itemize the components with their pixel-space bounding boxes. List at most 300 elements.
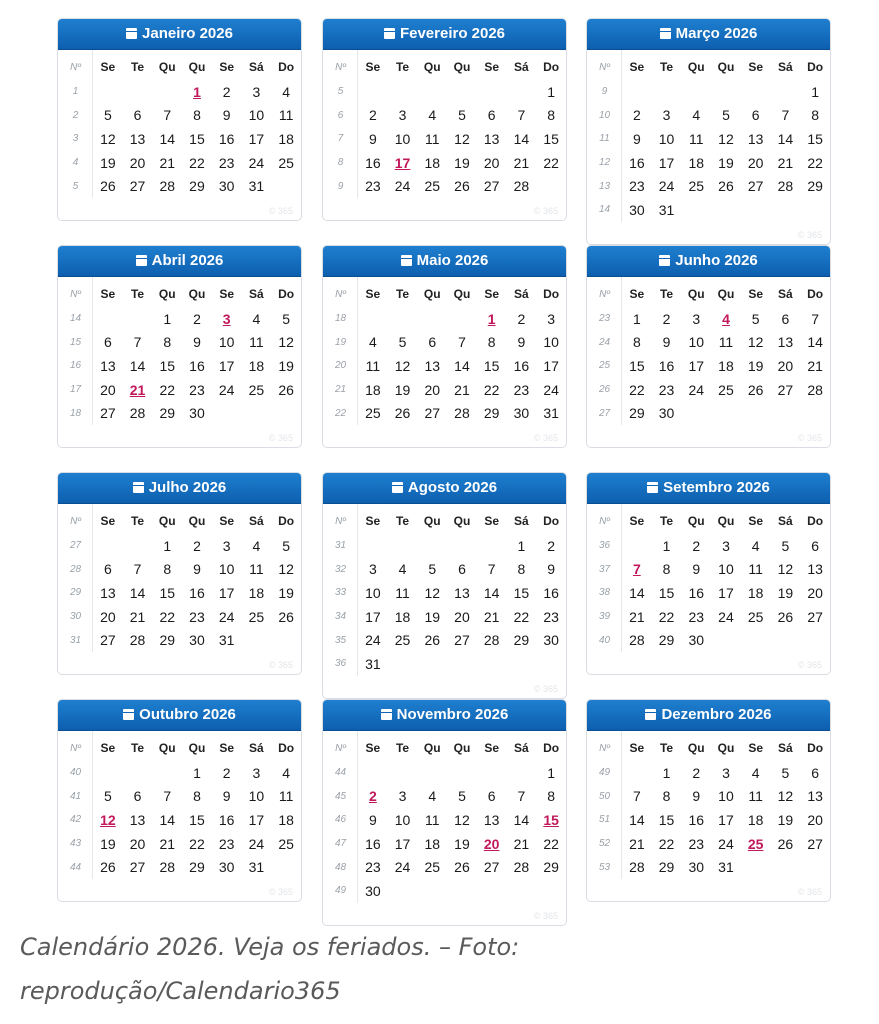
weekday-label: Do [807, 287, 824, 301]
week-number: 28 [69, 563, 82, 575]
month-card [586, 699, 831, 902]
day-cell: 30 [658, 405, 675, 422]
day-cell: 5 [458, 788, 466, 805]
day-cell: 3 [722, 764, 730, 781]
month-footer [323, 903, 566, 925]
week-number: 41 [69, 790, 82, 802]
empty-day-cell [800, 401, 830, 425]
month-title: Agosto 2026 [407, 479, 498, 496]
day-cell: 26 [718, 178, 734, 195]
week-row [587, 581, 830, 605]
day-cell: 10 [718, 561, 734, 578]
day-cell: 14 [129, 584, 146, 601]
month-table [323, 54, 566, 198]
calendar-grid [57, 18, 831, 921]
day-cell: 24 [248, 154, 265, 171]
day-cell: 19 [278, 357, 294, 374]
month-card [57, 18, 302, 221]
week-row [587, 354, 830, 378]
day-cell: 16 [658, 357, 675, 374]
day-cell: 29 [658, 859, 675, 876]
day-cell: 12 [747, 334, 764, 351]
holiday-day-cell: 3 [222, 310, 231, 327]
day-cell: 13 [483, 130, 500, 147]
month-card [586, 245, 831, 448]
day-cell: 21 [629, 835, 645, 852]
day-cell: 22 [629, 381, 645, 398]
day-cell: 2 [222, 83, 231, 100]
day-cell: 7 [811, 310, 819, 327]
weekday-label: Te [659, 741, 674, 755]
empty-day-cell [507, 80, 537, 104]
week-number: 10 [598, 109, 611, 121]
empty-day-cell [212, 401, 242, 425]
day-cell: 26 [278, 381, 294, 398]
day-cell: 14 [454, 357, 470, 374]
empty-day-cell [447, 879, 477, 903]
weekday-label: Se [484, 514, 499, 528]
week-number: 31 [69, 634, 82, 646]
day-cell: 30 [513, 405, 530, 422]
weekday-label: Se [100, 287, 116, 301]
month-header [58, 700, 301, 731]
empty-day-cell [800, 855, 830, 879]
holiday-day-cell: 15 [543, 811, 559, 828]
weekday-label: Te [130, 60, 145, 74]
day-cell: 11 [278, 107, 294, 124]
empty-day-cell [152, 80, 182, 104]
day-cell: 24 [394, 859, 411, 876]
empty-day-cell [93, 761, 123, 785]
empty-day-cell [93, 80, 123, 104]
empty-day-cell [358, 761, 388, 785]
weekday-label: Se [484, 60, 499, 74]
weekday-label: Se [219, 60, 234, 74]
day-cell: 27 [100, 405, 116, 422]
day-cell: 13 [129, 130, 146, 147]
week-row [58, 80, 301, 104]
day-cell: 10 [248, 788, 265, 805]
watermark: © 365 [533, 205, 558, 216]
calendar-icon [136, 255, 147, 266]
weekday-label: Te [130, 741, 145, 755]
week-row [323, 855, 566, 879]
day-cell: 15 [543, 130, 559, 147]
day-cell: 22 [543, 835, 559, 852]
day-cell: 23 [365, 859, 381, 876]
weekday-label: Qu [423, 741, 441, 755]
day-cell: 6 [811, 764, 819, 781]
day-cell: 16 [688, 584, 705, 601]
empty-day-cell [271, 401, 301, 425]
month-header [587, 473, 830, 504]
day-cell: 16 [365, 154, 381, 171]
day-cell: 26 [424, 632, 441, 649]
day-cell: 14 [513, 130, 530, 147]
day-cell: 13 [454, 584, 470, 601]
day-cell: 24 [218, 381, 235, 398]
weekday-label: Te [659, 287, 674, 301]
day-cell: 8 [163, 334, 172, 351]
week-row [58, 628, 301, 652]
day-cell: 12 [777, 561, 794, 578]
day-cell: 15 [513, 584, 530, 601]
month-header [323, 19, 566, 50]
weekday-label: Te [130, 514, 145, 528]
weekday-label: Qu [158, 514, 176, 528]
week-row [323, 104, 566, 128]
day-cell: 4 [282, 83, 290, 100]
empty-day-cell [741, 198, 771, 222]
weekday-label: Do [543, 741, 560, 755]
weekday-label: Te [395, 741, 410, 755]
weekday-label: Qu [158, 287, 176, 301]
week-number: 52 [598, 838, 611, 850]
weekday-label: Te [659, 514, 674, 528]
month-table [58, 281, 301, 425]
month-table [323, 735, 566, 903]
week-row [58, 401, 301, 425]
day-cell: 4 [692, 107, 701, 124]
day-cell: 7 [517, 107, 526, 124]
calendar-icon [133, 482, 144, 493]
weekday-label: Se [100, 60, 116, 74]
weekday-label: Te [130, 287, 145, 301]
week-row [323, 605, 566, 629]
day-cell: 3 [222, 537, 231, 554]
day-cell: 4 [751, 537, 760, 554]
holiday-day-cell: 7 [632, 561, 641, 578]
weekday-label: Qu [453, 514, 471, 528]
week-row [323, 534, 566, 558]
day-cell: 5 [458, 107, 466, 124]
day-cell: 6 [103, 561, 112, 578]
day-cell: 7 [517, 788, 526, 805]
day-cell: 31 [658, 201, 675, 218]
day-cell: 29 [658, 632, 675, 649]
month-card [586, 472, 831, 675]
calendar-icon [660, 28, 671, 39]
empty-day-cell [417, 761, 447, 785]
weekday-label: Do [807, 60, 824, 74]
holiday-day-cell: 2 [368, 788, 377, 805]
day-cell: 8 [487, 334, 496, 351]
week-row [58, 151, 301, 175]
day-cell: 19 [747, 357, 764, 374]
empty-day-cell [681, 401, 711, 425]
week-row [587, 80, 830, 104]
day-cell: 18 [688, 154, 705, 171]
week-row [323, 558, 566, 582]
day-cell: 17 [394, 835, 411, 852]
day-cell: 20 [100, 608, 116, 625]
day-cell: 17 [218, 357, 235, 374]
day-cell: 25 [278, 154, 294, 171]
month-title: Janeiro 2026 [142, 25, 233, 42]
week-number: 35 [334, 634, 347, 646]
day-cell: 15 [483, 357, 500, 374]
day-cell: 3 [692, 310, 701, 327]
week-row [587, 808, 830, 832]
month-header [587, 700, 830, 731]
watermark: © 365 [797, 432, 822, 443]
week-number: 1 [72, 86, 79, 98]
day-cell: 12 [718, 130, 734, 147]
day-cell: 19 [454, 154, 470, 171]
day-cell: 1 [517, 537, 526, 554]
week-row [58, 832, 301, 856]
month-title: Julho 2026 [148, 479, 227, 496]
weekday-label: Sá [249, 741, 264, 755]
day-cell: 11 [748, 561, 763, 578]
day-cell: 4 [282, 764, 290, 781]
week-number: 14 [69, 313, 82, 325]
day-cell: 4 [252, 310, 261, 327]
weekday-header-row [587, 281, 830, 307]
day-cell: 24 [718, 835, 734, 852]
empty-day-cell [417, 652, 447, 676]
day-cell: 14 [159, 811, 176, 828]
month-card [322, 245, 567, 448]
month-card [57, 245, 302, 448]
day-cell: 26 [394, 405, 411, 422]
day-cell: 4 [428, 788, 437, 805]
weekday-label: Se [365, 741, 381, 755]
empty-day-cell [477, 652, 507, 676]
weekday-label: Se [365, 60, 381, 74]
week-number: 7 [337, 133, 344, 145]
day-cell: 19 [278, 584, 294, 601]
day-cell: 26 [777, 608, 794, 625]
weekday-label: Se [629, 741, 645, 755]
day-cell: 20 [807, 811, 823, 828]
day-cell: 17 [248, 811, 265, 828]
day-cell: 6 [458, 561, 466, 578]
week-number: 21 [334, 384, 347, 396]
day-cell: 9 [692, 788, 701, 805]
weekday-label: Do [807, 514, 824, 528]
holiday-day-cell: 20 [483, 835, 500, 852]
month-title: Abril 2026 [151, 252, 224, 269]
week-number: 43 [69, 838, 82, 850]
week-number: 18 [69, 407, 82, 419]
weekday-label: Qu [717, 287, 735, 301]
day-cell: 21 [807, 357, 823, 374]
weekday-header-row [587, 54, 830, 80]
week-row [323, 80, 566, 104]
day-cell: 27 [483, 859, 500, 876]
day-cell: 21 [483, 608, 500, 625]
day-cell: 12 [278, 561, 294, 578]
holiday-day-cell: 1 [193, 83, 201, 100]
day-cell: 10 [218, 334, 235, 351]
day-cell: 30 [688, 859, 705, 876]
empty-day-cell [477, 879, 507, 903]
month-table [587, 281, 830, 425]
empty-day-cell [447, 652, 477, 676]
month-body [587, 504, 830, 652]
day-cell: 3 [547, 310, 555, 327]
day-cell: 10 [218, 561, 235, 578]
day-cell: 9 [222, 107, 231, 124]
day-cell: 9 [368, 811, 377, 828]
day-cell: 19 [100, 835, 116, 852]
day-cell: 2 [517, 310, 526, 327]
week-row [58, 558, 301, 582]
weekday-label: Qu [687, 514, 705, 528]
day-cell: 15 [629, 357, 645, 374]
watermark: © 365 [533, 683, 558, 694]
day-cell: 9 [692, 561, 701, 578]
empty-day-cell [741, 628, 771, 652]
weekday-header-row [587, 508, 830, 534]
empty-day-cell [417, 307, 447, 331]
week-row [323, 808, 566, 832]
week-number: 36 [334, 658, 347, 670]
day-cell: 17 [365, 608, 381, 625]
day-cell: 23 [218, 835, 235, 852]
day-cell: 13 [747, 130, 764, 147]
weekday-label: Se [484, 287, 499, 301]
month-title: Junho 2026 [675, 252, 758, 269]
day-cell: 6 [781, 310, 790, 327]
empty-day-cell [242, 628, 272, 652]
day-cell: 20 [777, 357, 794, 374]
weekday-label: Se [748, 287, 763, 301]
day-cell: 17 [718, 584, 734, 601]
day-cell: 27 [454, 632, 470, 649]
month-title: Maio 2026 [416, 252, 489, 269]
empty-day-cell [152, 761, 182, 785]
day-cell: 18 [747, 584, 764, 601]
weekday-label: Sá [778, 60, 793, 74]
day-cell: 15 [807, 130, 823, 147]
weekday-label: Do [278, 741, 295, 755]
day-cell: 9 [368, 130, 377, 147]
day-cell: 1 [811, 83, 819, 100]
empty-day-cell [242, 401, 272, 425]
day-cell: 23 [629, 178, 645, 195]
day-cell: 2 [193, 537, 201, 554]
day-cell: 16 [513, 357, 530, 374]
weekday-label: Se [629, 287, 645, 301]
weekday-label: Do [278, 287, 295, 301]
week-number: 2 [72, 109, 79, 121]
day-cell: 29 [483, 405, 500, 422]
weekday-label: Qu [188, 514, 206, 528]
day-cell: 3 [398, 788, 407, 805]
week-number: 20 [334, 360, 347, 372]
empty-day-cell [536, 174, 566, 198]
day-cell: 8 [547, 788, 555, 805]
month-footer [323, 676, 566, 698]
month-body [58, 50, 301, 198]
day-cell: 23 [189, 608, 205, 625]
calendar-icon [384, 28, 395, 39]
week-number: 5 [337, 86, 344, 98]
day-cell: 28 [777, 178, 794, 195]
day-cell: 13 [807, 788, 823, 805]
weekday-header-row [323, 281, 566, 307]
day-cell: 21 [513, 835, 530, 852]
day-cell: 5 [103, 788, 112, 805]
day-cell: 7 [163, 788, 172, 805]
day-cell: 28 [629, 859, 645, 876]
day-cell: 9 [193, 561, 201, 578]
week-row [323, 832, 566, 856]
watermark: © 365 [797, 229, 822, 240]
weekday-label: Qu [453, 741, 471, 755]
day-cell: 2 [547, 537, 555, 554]
day-cell: 15 [159, 584, 176, 601]
month-title: Dezembro 2026 [661, 706, 772, 723]
week-row [323, 354, 566, 378]
day-cell: 1 [547, 83, 555, 100]
month-table [58, 508, 301, 652]
day-cell: 7 [458, 334, 466, 351]
day-cell: 25 [424, 859, 441, 876]
empty-day-cell [93, 534, 123, 558]
week-row [323, 331, 566, 355]
day-cell: 1 [662, 764, 671, 781]
week-number: 16 [69, 360, 82, 372]
day-cell: 27 [807, 835, 823, 852]
day-cell: 19 [718, 154, 734, 171]
day-cell: 26 [777, 835, 794, 852]
day-cell: 15 [189, 811, 205, 828]
day-cell: 6 [487, 107, 496, 124]
week-row [587, 331, 830, 355]
day-cell: 30 [189, 405, 205, 422]
day-cell: 20 [747, 154, 764, 171]
week-row [323, 401, 566, 425]
day-cell: 2 [222, 764, 231, 781]
calendar-icon [401, 255, 412, 266]
calendar-icon [392, 482, 403, 493]
day-cell: 1 [632, 310, 641, 327]
day-cell: 3 [368, 561, 377, 578]
day-cell: 7 [632, 788, 641, 805]
week-row [58, 581, 301, 605]
empty-day-cell [417, 80, 447, 104]
weekday-label: Sá [514, 287, 529, 301]
day-cell: 27 [129, 859, 146, 876]
week-row [58, 808, 301, 832]
watermark: © 365 [268, 205, 293, 216]
week-number: 18 [334, 313, 347, 325]
day-cell: 5 [722, 107, 730, 124]
day-cell: 20 [807, 584, 823, 601]
weekday-label: Sá [778, 514, 793, 528]
day-cell: 24 [718, 608, 734, 625]
day-cell: 11 [424, 130, 440, 147]
day-cell: 11 [395, 584, 410, 601]
week-number-header: Nº [70, 742, 81, 754]
week-number: 9 [337, 180, 344, 192]
week-row [323, 785, 566, 809]
empty-day-cell [388, 307, 418, 331]
weekday-label: Qu [687, 287, 705, 301]
day-cell: 10 [688, 334, 705, 351]
empty-day-cell [711, 80, 741, 104]
weekday-label: Qu [188, 60, 206, 74]
week-number: 46 [334, 814, 347, 826]
weekday-label: Do [278, 60, 295, 74]
day-cell: 13 [483, 811, 500, 828]
empty-day-cell [711, 628, 741, 652]
weekday-header-row [58, 54, 301, 80]
week-row [587, 307, 830, 331]
